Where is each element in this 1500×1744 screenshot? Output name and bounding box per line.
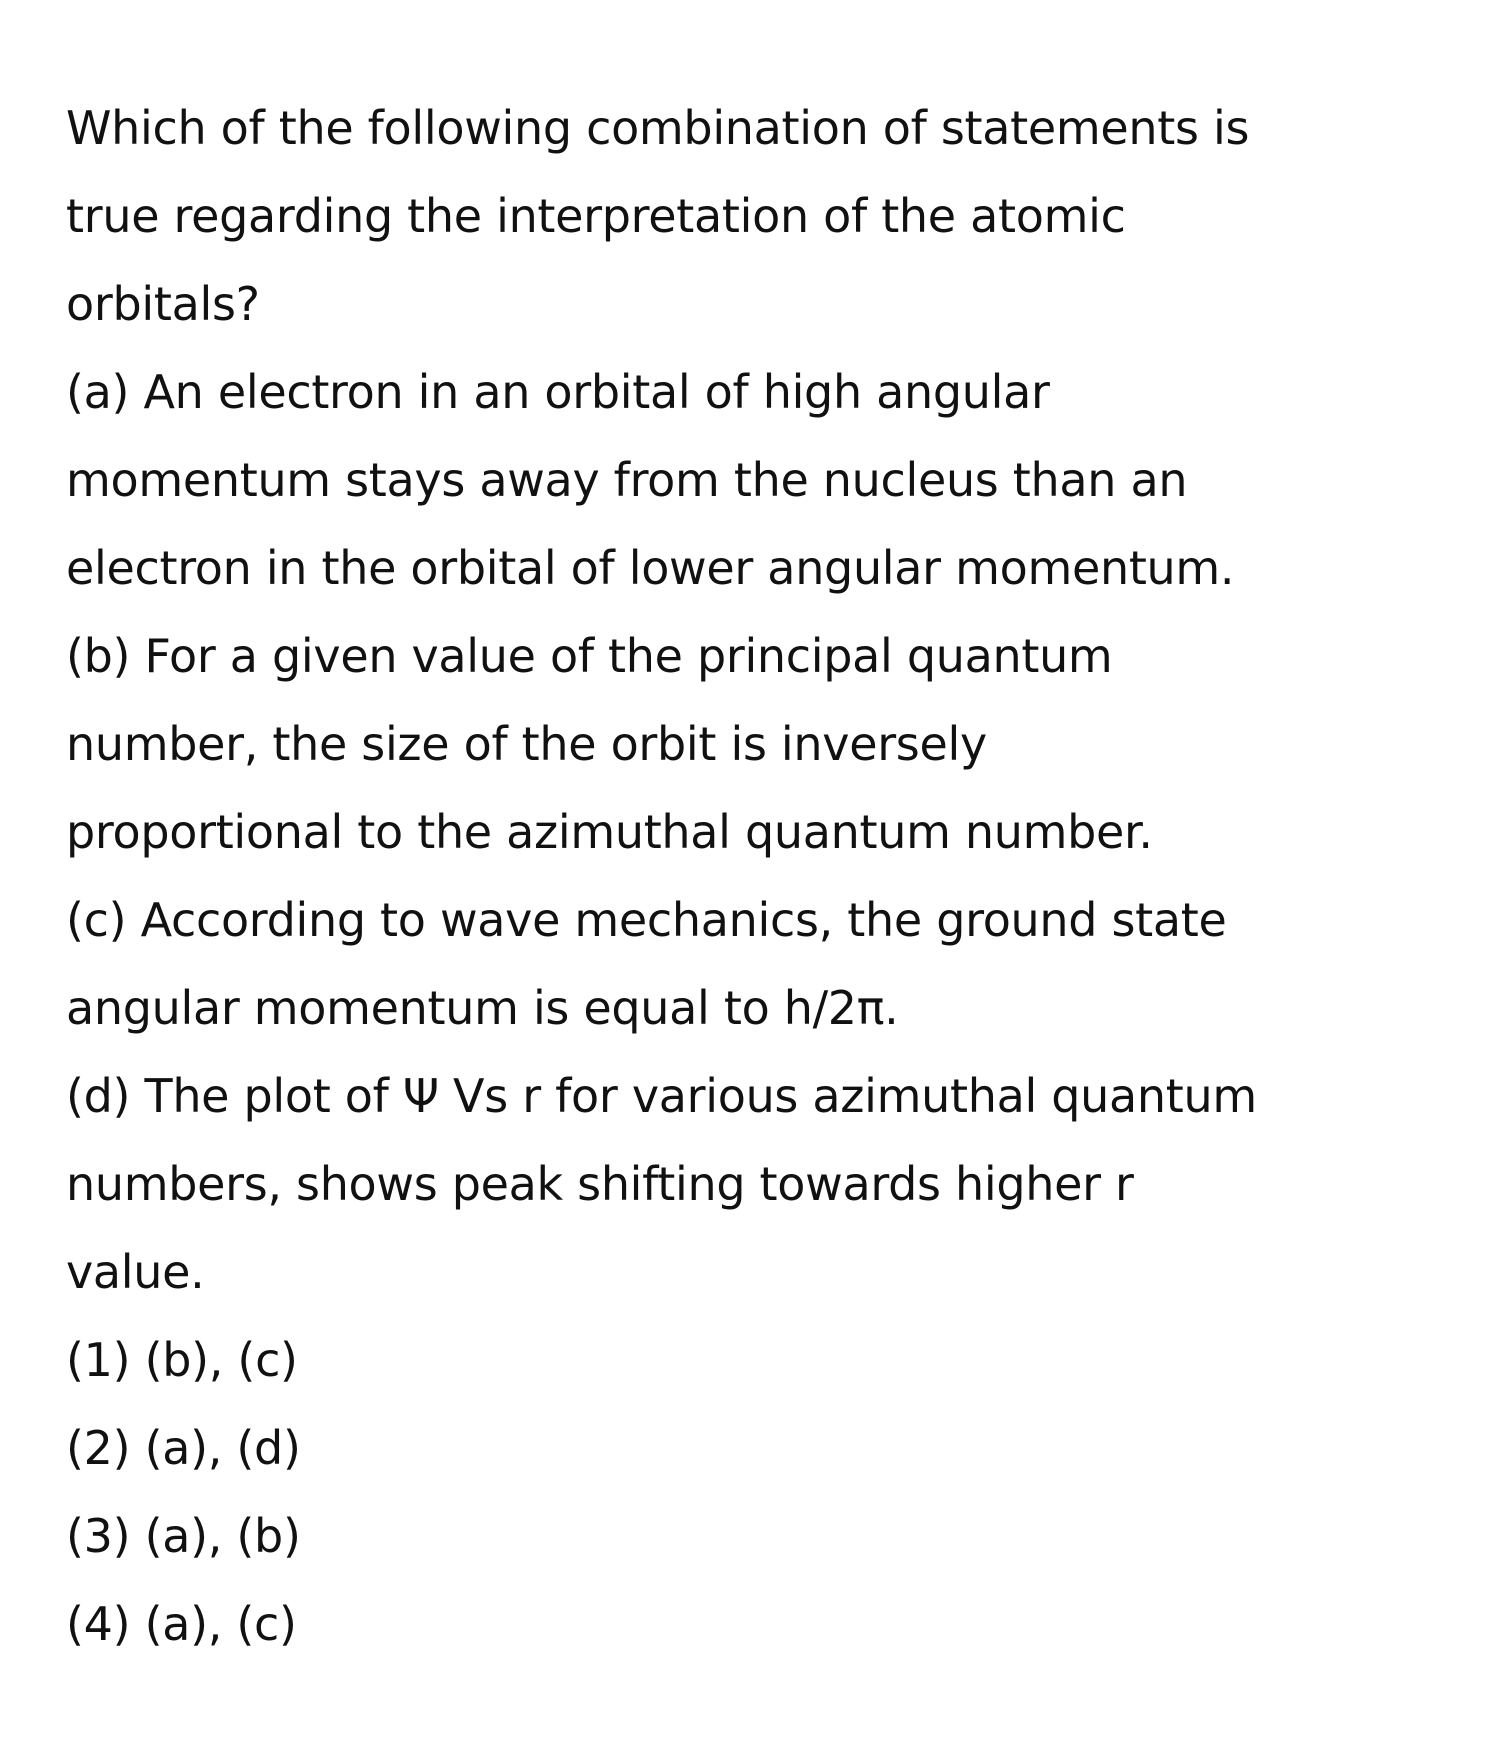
question-stem bbox=[66, 84, 1466, 348]
statement-line: (c) According to wave mechanics, the ground state bbox=[66, 893, 1227, 947]
statement-line: angular momentum is equal to h/2π. bbox=[66, 981, 899, 1035]
statement-a bbox=[66, 348, 1466, 612]
statement-line: numbers, shows peak shifting towards higher r bbox=[66, 1157, 1134, 1211]
question-line: Which of the following combination of statements is bbox=[66, 101, 1250, 155]
option-3[interactable]: (3) (a), (b) bbox=[66, 1509, 301, 1563]
statement-line: (b) For a given value of the principal quantum bbox=[66, 629, 1113, 683]
statement-line: proportional to the azimuthal quantum number. bbox=[66, 805, 1153, 859]
question-line: orbitals? bbox=[66, 277, 260, 331]
statement-c bbox=[66, 876, 1466, 1052]
answer-options bbox=[66, 1316, 1466, 1668]
question-line: true regarding the interpretation of the atomic bbox=[66, 189, 1126, 243]
statement-d bbox=[66, 1052, 1466, 1316]
option-1[interactable]: (1) (b), (c) bbox=[66, 1333, 298, 1387]
option-2[interactable]: (2) (a), (d) bbox=[66, 1421, 301, 1475]
option-4[interactable]: (4) (a), (c) bbox=[66, 1597, 297, 1651]
statement-line: value. bbox=[66, 1245, 205, 1299]
statement-line: (d) The plot of Ψ Vs r for various azimuthal quantum bbox=[66, 1069, 1257, 1123]
question-document bbox=[66, 84, 1466, 1668]
statement-line: (a) An electron in an orbital of high angular bbox=[66, 365, 1050, 419]
statement-line: number, the size of the orbit is inversely bbox=[66, 717, 987, 771]
statement-line: momentum stays away from the nucleus than an bbox=[66, 453, 1188, 507]
statement-b bbox=[66, 612, 1466, 876]
statement-line: electron in the orbital of lower angular momentum. bbox=[66, 541, 1235, 595]
